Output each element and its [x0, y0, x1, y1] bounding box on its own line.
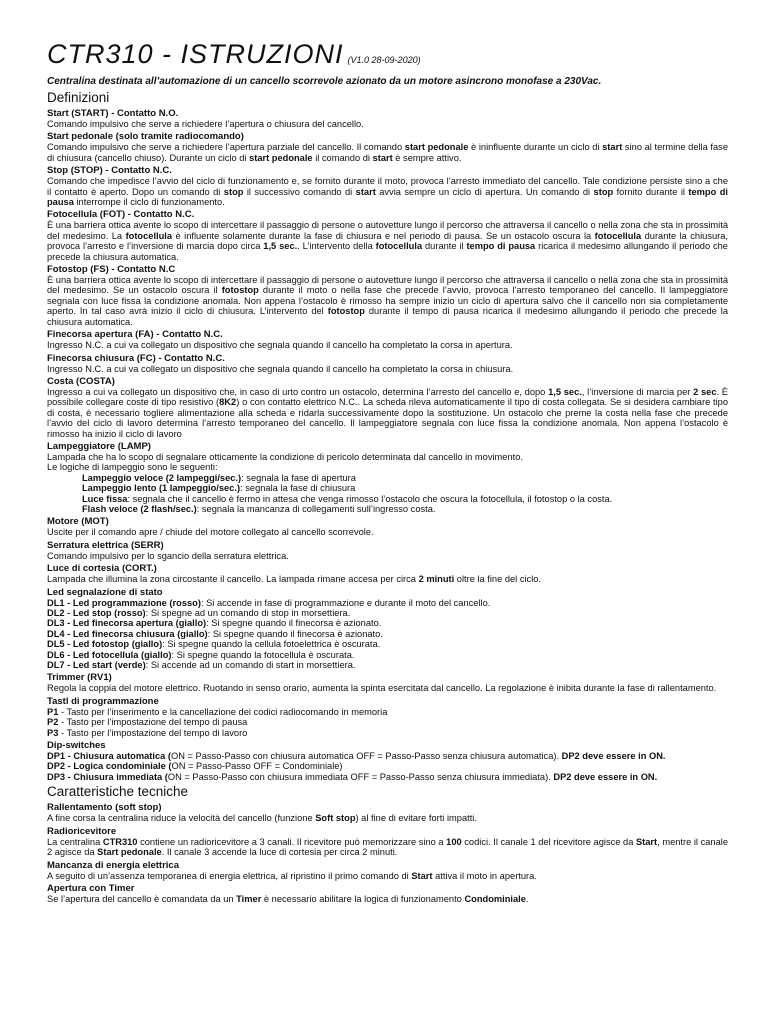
def-luce-cortesia-title: Luce di cortesia (CORT.): [47, 563, 157, 575]
def-luce-cortesia-text: Lampada che illumina la zona circostante il cancello. La lampada rimane accesa per circa 2 minuti oltre la fine del ciclo.: [47, 574, 542, 585]
def-lampeggiatore-text: Lampada che ha lo scopo di segnalare otticamente la condizione di pericolo determinata dal cancello in movimento.: [47, 451, 523, 462]
def-start-pedonale-title: Start pedonale (solo tramite radiocomando): [47, 131, 244, 143]
car-mancanza-energia: [47, 860, 728, 881]
lamp-logic-list: [47, 473, 728, 515]
list-item: DP2 - Logica condominiale (ON = Passo-Passo OFF = Condominiale): [47, 761, 343, 772]
list-item: DP3 - Chiusura immediata (ON = Passo-Passo con chiusura immediata OFF = Passo-Passo senza chiusura immediata). DP2 deve essere in ON.: [47, 771, 658, 782]
def-lampeggiatore-title: Lampeggiatore (LAMP): [47, 440, 151, 452]
def-start: [47, 108, 728, 129]
def-fotostop: [47, 264, 728, 327]
def-motore: [47, 516, 728, 537]
car-timer: [47, 883, 728, 904]
car-timer-text: Se l’apertura del cancello è comandata da un Timer è necessario abilitare la logica di funzionamento Condominiale.: [47, 893, 529, 904]
list-item: DL1 - Led programmazione (rosso): Si accende in fase di programmazione e durante il moto del cancello.: [47, 597, 491, 608]
car-radioricevitore-text: La centralina CTR310 contiene un radioricevitore a 3 canali. Il ricevitore può memorizzare sino a 100 codici. Il canale 1 del ricevitore agisce da Start, mentre il canale 2 agisce da Start pedonale. Il canale 3 accende la luce di cortesia per circa 2 minuti.: [47, 836, 728, 858]
car-rallentamento-title: Rallentamento (soft stop): [47, 802, 162, 814]
def-serratura: [47, 540, 728, 561]
section-heading-caratteristiche: Caratteristiche tecniche: [47, 784, 189, 800]
car-radioricevitore-title: Radioricevitore: [47, 825, 117, 837]
def-costa: [47, 376, 728, 439]
def-motore-title: Motore (MOT): [47, 516, 109, 528]
def-dip-switches: [47, 740, 728, 782]
list-item: DL5 - Led fotostop (giallo): Si spegne quando la cellula fotoelettrica è oscurata.: [47, 639, 381, 650]
def-serratura-text: Comando impulsivo per lo sgancio della serratura elettrica.: [47, 550, 289, 561]
def-start-text: Comando impulsivo che serve a richiedere l’apertura o chiusura del cancello.: [47, 119, 364, 129]
section-heading-definizioni: Definizioni: [47, 90, 110, 105]
list-item: Lampeggio lento (1 lampeggio/sec.): segnala la fase di chiusura: [82, 483, 356, 494]
def-costa-text: Ingresso a cui va collegato un dispositivo che, in caso di urto contro un ostacolo, determina l’arresto del cancello e, dopo 1,5 sec., l’inversione di marcia per 2 sec. È possibile collegare coste di tipo resistivo (8K2) o con contatto elettrico N.C.. La scheda rileva automaticamente il tipo di costa collegata. Se si desidera cambiare tipo di costa, è necessario togliere alimentazione alla scheda e ridarla successivamente dopo la sostituzione. Un ostacolo che preme la costa nella fase che precede l’avvio del ciclo di lavoro determina l’arresto temporaneo del cancello. Il lampeggiatore segnala con luce fissa la condizione anomala. Non appena l’ostacolo è rimosso ha inizio il ciclo di lavoro: [47, 386, 729, 439]
list-item: Luce fissa: segnala che il cancello è fermo in attesa che venga rimosso l’ostacolo che oscura la fotocellula, il fotostop o la costa.: [82, 493, 613, 504]
def-motore-text: Uscite per il comando apre / chiude del motore collegato al cancello scorrevole.: [47, 527, 374, 538]
car-timer-title: Apertura con Timer: [47, 882, 135, 894]
document-title: CTR310 - ISTRUZIONI: [47, 39, 344, 69]
list-item: Flash veloce (2 flash/sec.): segnala la mancanza di collegamenti sull’ingresso costa.: [82, 503, 436, 514]
car-rallentamento: [47, 802, 728, 823]
def-tasti: [47, 696, 728, 738]
def-start-title: Start (START) - Contatto N.O.: [47, 108, 179, 119]
def-trimmer-title: Trimmer (RV1): [47, 672, 112, 684]
title-row: [47, 38, 728, 76]
def-stop-title: Stop (STOP) - Contatto N.C.: [47, 165, 172, 177]
list-item: P1 - Tasto per l’inserimento e la cancellazione dei codici radiocomando in memoria: [47, 706, 388, 717]
def-led-stato-title: Led segnalazione di stato: [47, 586, 163, 598]
list-item: P2 - Tasto per l’impostazione del tempo di pausa: [47, 717, 248, 728]
def-led-stato: [47, 587, 728, 671]
document-version: (V1.0 28-09-2020): [347, 55, 421, 65]
list-item: DP1 - Chiusura automatica (ON = Passo-Passo con chiusura automatica OFF = Passo-Passo senza chiusura automatica). DP2 deve essere in ON.: [47, 751, 666, 762]
def-stop: [47, 165, 728, 207]
list-item: P3 - Tasto per l’impostazione del tempo di lavoro: [47, 727, 248, 738]
def-finecorsa-apertura-text: Ingresso N.C. a cui va collegato un dispositivo che segnala quando il cancello ha completato la corsa in apertura.: [47, 340, 513, 351]
list-item: DL7 - Led start (verde): Si accende ad un comando di start in morsettiera.: [47, 660, 356, 671]
document-subtitle: Centralina destinata all’automazione di un cancello scorrevole azionato da un motore asincrono monofase a 230Vac.: [47, 76, 602, 87]
car-rallentamento-text: A fine corsa la centralina riduce la velocità del cancello (funzione Soft stop) al fine di evitare forti impatti.: [47, 813, 477, 824]
def-finecorsa-chiusura-title: Finecorsa chiusura (FC) - Contatto N.C.: [47, 352, 225, 364]
list-item: DL6 - Led fotocellula (giallo): Si spegne quando la fotocellula è oscurata.: [47, 649, 355, 660]
list-item: DL4 - Led finecorsa chiusura (giallo): Si spegne quando il finecorsa è azionato.: [47, 628, 383, 639]
def-serratura-title: Serratura elettrica (SERR): [47, 539, 164, 551]
def-finecorsa-apertura-title: Finecorsa apertura (FA) - Contatto N.C.: [47, 329, 223, 341]
def-start-pedonale-text: Comando impulsivo che serve a richiedere l’apertura parziale del cancello. Il comando start pedonale è ininfluente durante un ciclo di start sino al termine della fase di chiusura (cancello chiuso). Durante un ciclo di start pedonale il comando di start è sempre attivo.: [47, 142, 729, 163]
def-finecorsa-chiusura: [47, 353, 728, 374]
def-finecorsa-chiusura-text: Ingresso N.C. a cui va collegato un dispositivo che segnala quando il cancello ha completato la corsa in chiusura.: [47, 363, 514, 374]
def-fotostop-text: È una barriera ottica avente lo scopo di intercettare il passaggio di persone o autovetture lungo il percorso che attraversa il cancello o nella zona che sta in prossimità del medesimo. Se un ostacolo oscura il fotostop durante il moto o nella fase che precede l’avvio, provoca l’arresto temporaneo del cancello. Il lampeggiatore segnala con luce fissa la condizione anomala. Non appena l’ostacolo è rimosso ha sempre inizio un ciclo di apertura salvo che il cancello non sia completamente aperto. In tal caso avrà inizio il ciclo di chiusura. L’intervento del fotostop durante il tempo di pausa ricarica il medesimo allungando il periodo che precede la chiusura automatica.: [47, 275, 728, 327]
list-item: Lampeggio veloce (2 lampeggi/sec.): segnala la fase di apertura: [82, 472, 356, 483]
car-mancanza-energia-title: Mancanza di energia elettrica: [47, 859, 179, 871]
def-dip-switches-title: Dip-switches: [47, 740, 106, 752]
def-fotocellula: [47, 209, 728, 262]
def-fotocellula-text: È una barriera ottica avente lo scopo di intercettare il passaggio di persone o autovetture lungo il percorso che attraversa il cancello o nella zona che sta in prossimità del medesimo. La fotocellula è influente solamente durante la fase di chiusura e nel periodo di pausa. Se un ostacolo oscura la fotocellula durante la chiusura, provoca l’arresto e l’inversione di marcia dopo circa 1,5 sec.. L’intervento della fotocellula durante il tempo di pausa ricarica il medesimo allungando il periodo che precede la chiusura automatica.: [47, 220, 728, 262]
def-tasti-title: Tastl di programmazione: [47, 695, 159, 707]
car-radioricevitore: [47, 826, 728, 858]
def-trimmer: [47, 672, 728, 693]
def-lampeggiatore: [47, 441, 728, 514]
def-start-pedonale: [47, 131, 728, 163]
def-costa-title: Costa (COSTA): [47, 375, 115, 387]
def-trimmer-text: Regola la coppia del motore elettrico. Ruotando in senso orario, aumenta la spinta esercitata dal cancello. La regolazione è inibita durante la fase di rallentamento.: [47, 683, 717, 694]
def-fotocellula-title: Fotocellula (FOT) - Contatto N.C.: [47, 209, 195, 221]
def-luce-cortesia: [47, 563, 728, 584]
car-mancanza-energia-text: A seguito di un’assenza temporanea di energia elettrica, al ripristino il primo comando di Start attiva il moto in apertura.: [47, 870, 537, 881]
def-lampeggiatore-intro: Le logiche di lampeggio sono le seguenti:: [47, 462, 218, 473]
def-fotostop-title: Fotostop (FS) - Contatto N.C: [47, 264, 176, 276]
list-item: DL3 - Led finecorsa apertura (giallo): Si spegne quando il finecorsa è azionato.: [47, 618, 382, 629]
def-stop-text: Comando che impedisce l’avvio del ciclo di funzionamento e, se fornito durante il moto, provoca l’arresto immediato del cancello. Tale condizione persiste sino a che il contatto è aperto. Dopo un comando di stop il successivo comando di start avvia sempre un ciclo di apertura. Un comando di stop fornito durante il tempo di pausa interrompe il ciclo di funzionamento.: [47, 176, 728, 208]
list-item: DL2 - Led stop (rosso): Si spegne ad un comando di stop in morsettiera.: [47, 608, 351, 618]
def-finecorsa-apertura: [47, 329, 728, 350]
